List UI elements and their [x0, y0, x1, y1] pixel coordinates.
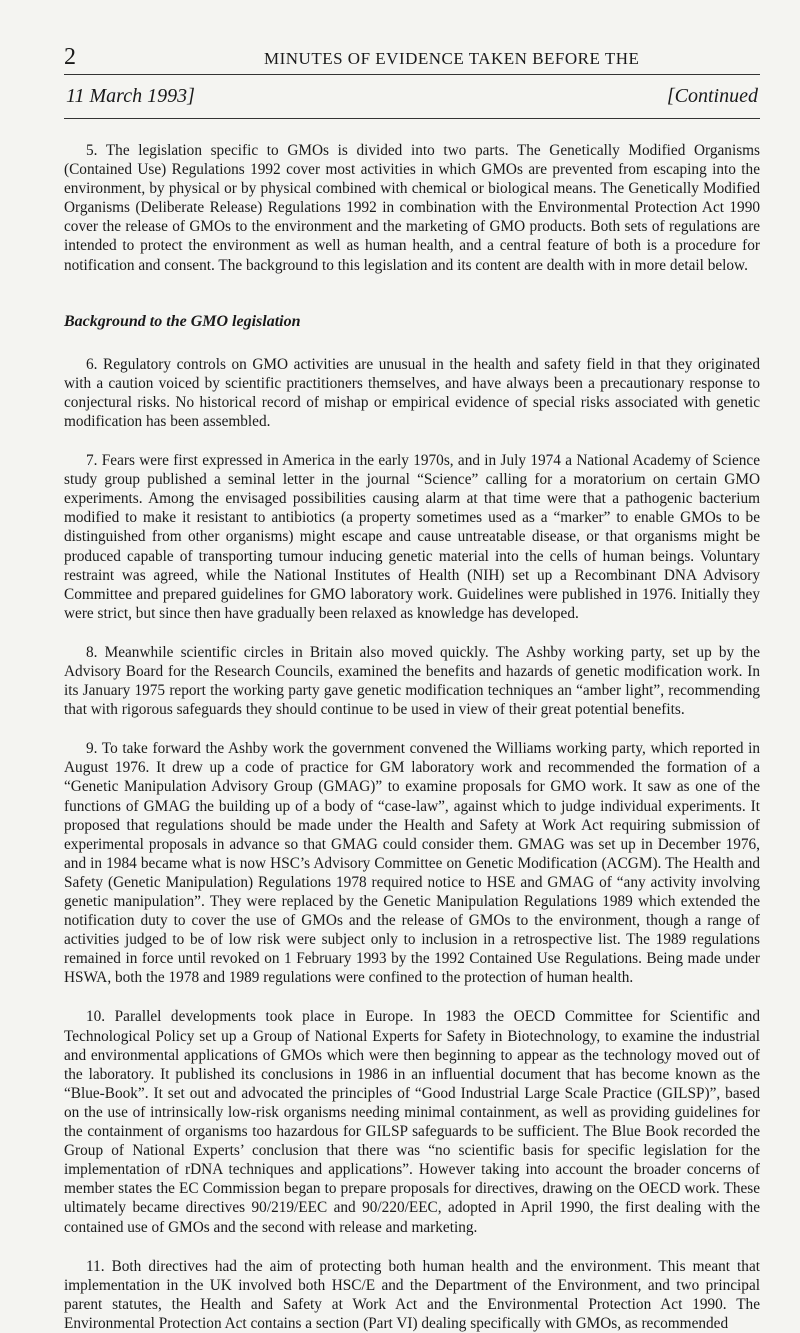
continued-label: [Continued: [666, 85, 758, 107]
paragraph-8: 8. Meanwhile scientific circles in Britain also moved quickly. The Ashby working party, set up by the Advisory Board for the Research Councils, examined the benefits and hazards of genetic modification work. In its January 1975 report the working party gave genetic modification techniques an “amber light”, recommending that with rigorous safeguards they should continue to be used in view of their great potential benefits.: [64, 643, 760, 719]
paragraph-6: 6. Regulatory controls on GMO activities are unusual in the health and safety field in that they originated with a caution voiced by scientific practitioners themselves, and have always been a precautionary response to conjectural risks. No historical record of mishap or empirical evidence of special risks associated with genetic modification has been assembled.: [64, 355, 760, 430]
paragraph-7: 7. Fears were first expressed in America in the early 1970s, and in July 1974 a National Academy of Science study group published a seminal letter in the journal “Science” calling for a moratorium on certain GMO experiments. Among the envisaged possibilities causing alarm at that time were that a pathogenic bacterium modified to make it resistant to antibiotics (a property sometimes used as a “marker” to enable GMOs to be distinguished from other organisms) might escape and cause untreatable disease, or that organisms might be produced capable of transporting tumour inducing genetic material into the cells of human beings. Voluntary restraint was agreed, while the National Institutes of Health (NIH) set up a Recombinant DNA Advisory Committee and prepared guidelines for GMO laboratory work. Guidelines were published in 1976. Initially they were strict, but since then have gradually been relaxed as knowledge has developed.: [64, 452, 760, 622]
date-line: [64, 75, 760, 118]
paragraph-9: 9. To take forward the Ashby work the government convened the Williams working party, which reported in August 1976. It drew up a code of practice for GM laboratory work and recommended the formation of a “Genetic Manipulation Advisory Group (GMAG)” to examine proposals for GMO work. It saw as one of the functions of GMAG the building up of a body of “case-law”, against which to judge individual experiments. It proposed that regulations should be made under the Health and Safety at Work Act requiring submission of experimental proposals in advance so that GMAG could consider them. GMAG was set up in December 1976, and in 1984 became what is now HSC’s Advisory Committee on Genetic Modification (ACGM). The Health and Safety (Genetic Manipulation) Regulations 1978 required notice to HSE and GMAG of “any activity involving genetic manipulation”. They were replaced by the Genetic Manipulation Regulations 1989 which extended the notification duty to cover the use of GMOs and the release of GMOs to the environment, though a range of activities judged to be of low risk were subject only to inclusion in a retrospective list. The 1989 regulations remained in force until revoked on 1 February 1993 by the 1992 Contained Use Regulations. Being made under HSWA, both the 1978 and 1989 regulations were confined to the protection of human health.: [64, 740, 760, 987]
running-header: [64, 0, 760, 74]
body-text: [64, 141, 760, 1333]
page-number: 2: [64, 44, 76, 70]
paragraph-10: 10. Parallel developments took place in Europe. In 1983 the OECD Committee for Scientific and Technological Policy set up a Group of National Experts for Safety in Biotechnology, to examine the industrial and environmental applications of GMOs which were then beginning to appear as the technology moved out of the laboratory. It published its conclusions in 1986 in an influential document that has become known as the “Blue-Book”. It set out and advocated the principles of “Good Industrial Large Scale Practice (GILSP)”, based on the use of intrinsically low-risk organisms needing minimal containment, as well as providing guidelines for the containment of organisms too hazardous for GILSP safeguards to be sufficient. The Blue Book recorded the Group of National Experts’ conclusion that there was “no scientific basis for specific legislation for the implementation of rDNA techniques and applications”. However taking into account the broader concerns of member states the EC Commission began to prepare proposals for directives, drawing on the OECD work. These ultimately became directives 90/219/EEC and 90/220/EEC, adopted in April 1990, the first dealing with the contained use of GMOs and the second with release and marketing.: [64, 1008, 760, 1236]
header-rule-bottom: [64, 118, 760, 119]
running-title: MINUTES OF EVIDENCE TAKEN BEFORE THE: [264, 49, 640, 68]
paragraph-11: 11. Both directives had the aim of protecting both human health and the environment. This meant that implementation in the UK involved both HSC/E and the Department of the Environment, and two principal parent statutes, the Health and Safety at Work Act and the Environmental Protection Act 1990. The Environmental Protection Act contains a section (Part VI) dealing specifically with GMOs, as recommended: [64, 1257, 760, 1332]
paragraph-5: 5. The legislation specific to GMOs is divided into two parts. The Genetically Modified Organisms (Contained Use) Regulations 1992 cover most activities in which GMOs are prevented from escaping into the environment, by physical or by physical combined with chemical or biological means. The Genetically Modified Organisms (Deliberate Release) Regulations 1992 in combination with the Environmental Protection Act 1990 cover the release of GMOs to the environment and the marketing of GMO products. Both sets of regulations are intended to protect the environment as well as human health, and a central feature of both is a procedure for notification and consent. The background to this legislation and its content are dealth with in more detail below.: [64, 142, 760, 274]
section-heading: Background to the GMO legislation: [64, 312, 301, 330]
session-date: 11 March 1993]: [66, 85, 195, 107]
